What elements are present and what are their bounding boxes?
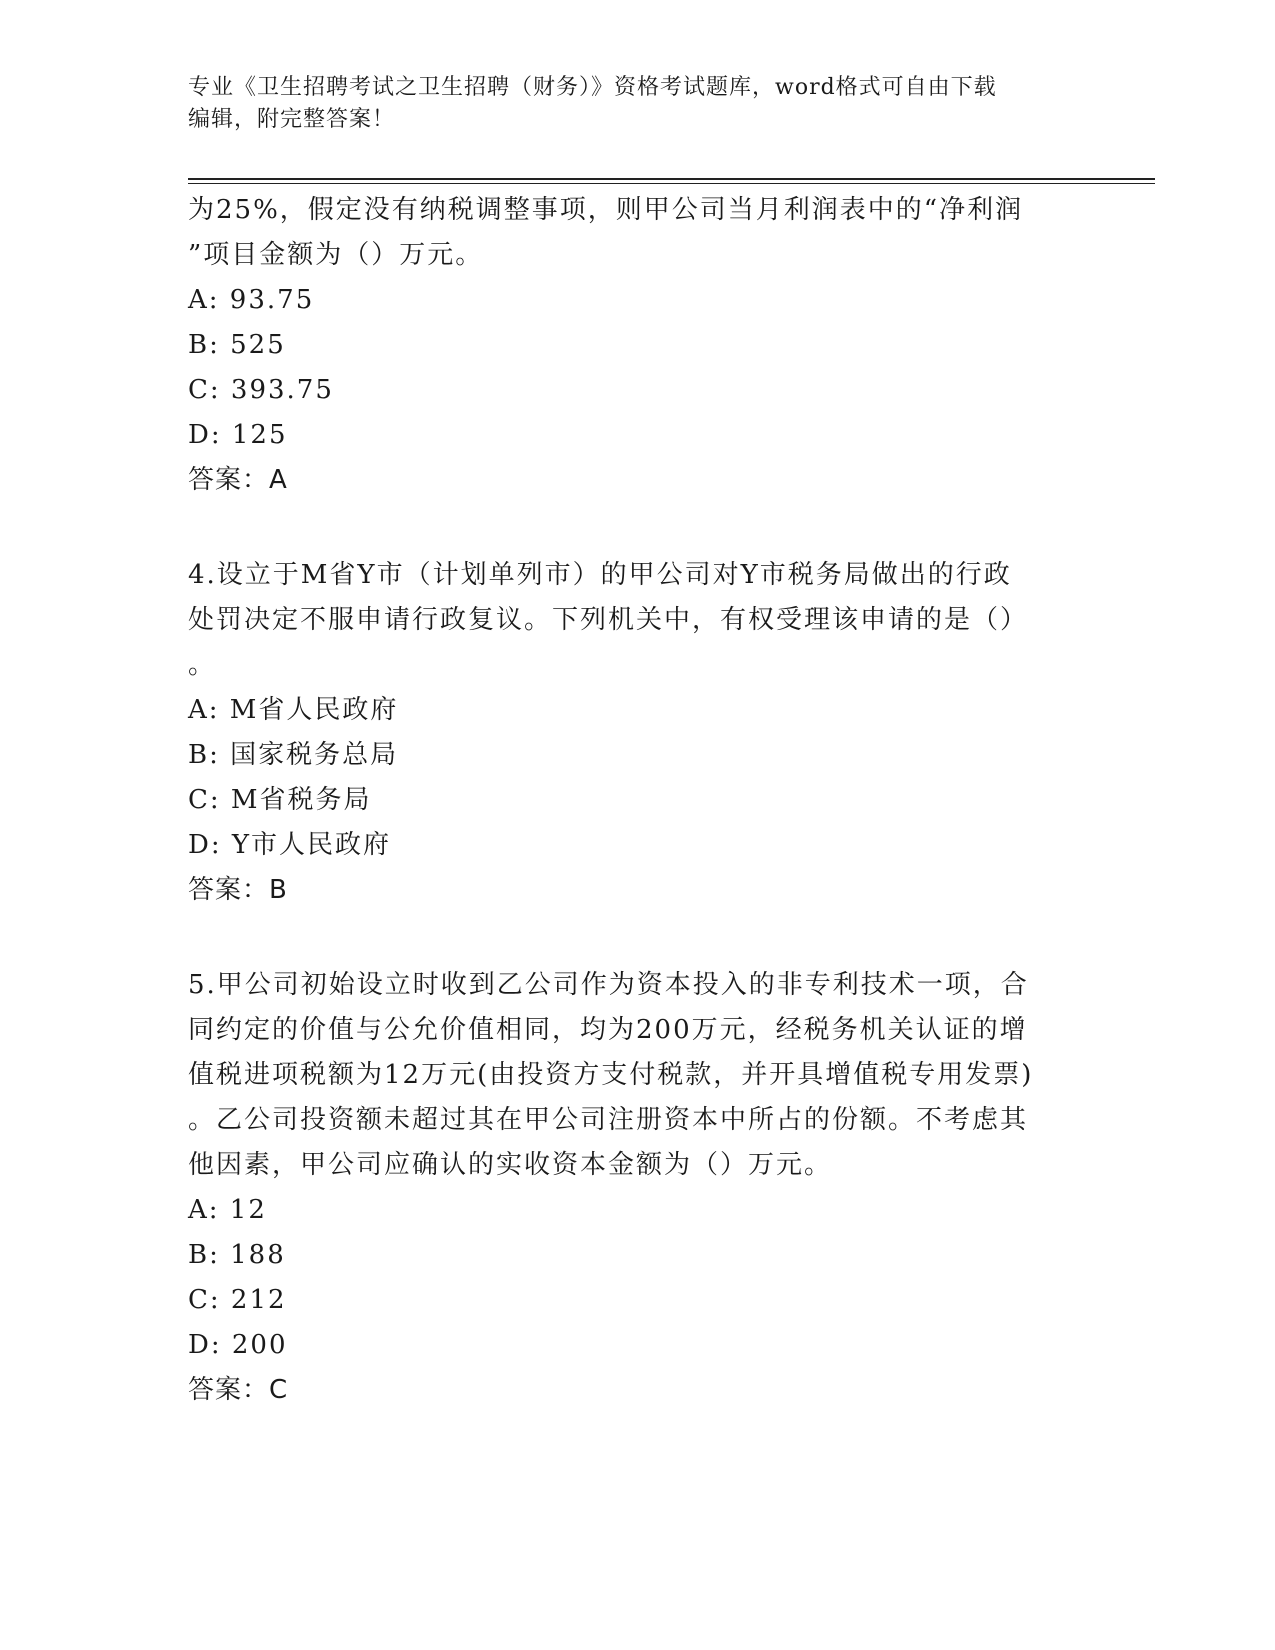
- document-header: [188, 72, 1078, 136]
- question-5: [188, 963, 1088, 1413]
- option-c: C: M省税务局: [188, 785, 372, 815]
- option-c: C: 393.75: [188, 375, 334, 405]
- question-spacer: [188, 913, 1088, 963]
- option-a: A: M省人民政府: [188, 695, 399, 725]
- question-4: [188, 553, 1088, 913]
- header-divider-thin: [188, 183, 1155, 184]
- question-3: [188, 188, 1088, 503]
- option-b: B: 国家税务总局: [188, 740, 399, 770]
- question-stem-line: 。: [188, 650, 217, 680]
- answer-label: 答案：B: [188, 875, 288, 905]
- answer-label: 答案：A: [188, 465, 288, 495]
- question-stem-line: 。乙公司投资额未超过其在甲公司注册资本中所占的份额。不考虑其: [188, 1105, 1029, 1135]
- option-b: B: 525: [188, 330, 286, 360]
- option-a: A: 93.75: [188, 285, 315, 315]
- question-stem-line: 同约定的价值与公允价值相同，均为200万元，经税务机关认证的增: [188, 1015, 1028, 1045]
- option-b: B: 188: [188, 1240, 286, 1270]
- question-stem-line: 他因素，甲公司应确认的实收资本金额为（）万元。: [188, 1150, 833, 1180]
- option-a: A: 12: [188, 1195, 267, 1225]
- question-stem-line: ”项目金额为（）万元。: [188, 240, 484, 270]
- option-d: D: 125: [188, 420, 288, 450]
- question-stem-line: 值税进项税额为12万元(由投资方支付税款，并开具增值税专用发票): [188, 1060, 1034, 1090]
- option-c: C: 212: [188, 1285, 287, 1315]
- question-list: [188, 188, 1088, 1413]
- answer-label: 答案：C: [188, 1375, 289, 1405]
- question-stem-line: 处罚决定不服申请行政复议。下列机关中，有权受理该申请的是（）: [188, 605, 1029, 635]
- header-line-1: 专业《卫生招聘考试之卫生招聘（财务）》资格考试题库，word格式可自由下载: [188, 75, 997, 100]
- question-stem-line: 4.设立于M省Y市（计划单列市）的甲公司对Y市税务局做出的行政: [188, 560, 1012, 590]
- question-stem-line: 5.甲公司初始设立时收到乙公司作为资本投入的非专利技术一项，合: [188, 970, 1029, 1000]
- option-d: D: Y市人民政府: [188, 830, 392, 860]
- question-spacer: [188, 503, 1088, 553]
- question-stem-line: 为25%，假定没有纳税调整事项，则甲公司当月利润表中的“净利润: [188, 195, 1024, 225]
- option-d: D: 200: [188, 1330, 288, 1360]
- header-line-2: 编辑，附完整答案！: [188, 107, 396, 132]
- header-divider-thick: [188, 178, 1155, 180]
